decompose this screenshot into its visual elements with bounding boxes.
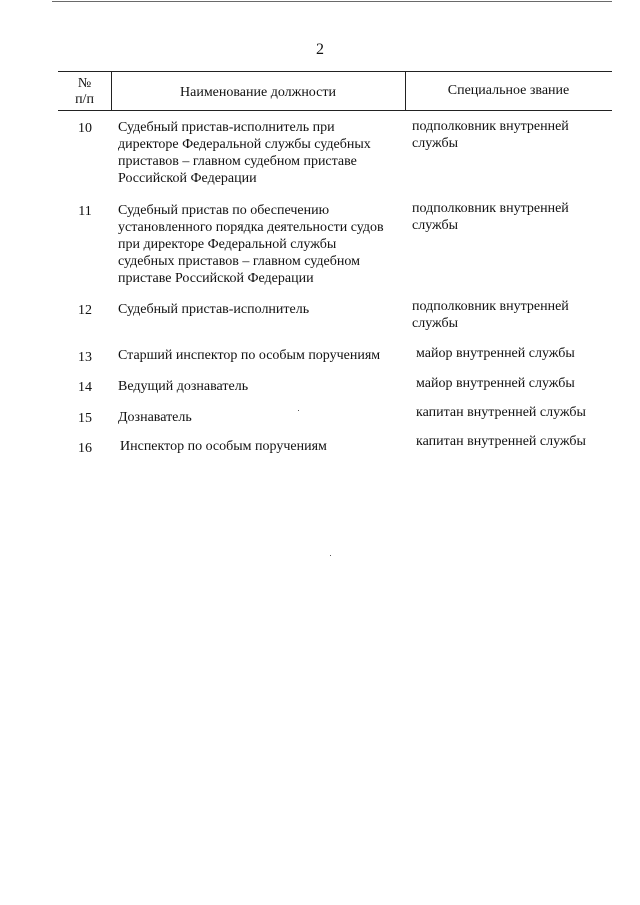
special-rank	[412, 200, 612, 234]
position-name	[118, 202, 412, 287]
row-number: 15	[78, 411, 92, 426]
rank-line: майор внутренней службы	[416, 346, 575, 361]
rank-line: майор внутренней службы	[416, 376, 575, 391]
page-number: 2	[316, 41, 324, 58]
position-line: Дознаватель	[118, 410, 192, 425]
header-top-border	[58, 71, 612, 72]
position-line: установленного порядка деятельности судов	[118, 220, 384, 235]
position-name	[120, 438, 414, 455]
special-rank	[412, 118, 612, 152]
special-rank	[416, 375, 616, 392]
row-number: 13	[78, 350, 92, 365]
rank-line: подполковник внутренней	[412, 201, 569, 216]
position-line: Судебный пристав по обеспечению	[118, 203, 330, 218]
special-rank	[412, 298, 612, 332]
rank-line: капитан внутренней службы	[416, 405, 586, 420]
position-line: Инспектор по особым поручениям	[120, 439, 327, 454]
position-name	[118, 347, 412, 364]
position-line: приставе Российской Федерации	[118, 271, 314, 286]
rank-line: подполковник внутренней	[412, 299, 569, 314]
position-name	[118, 119, 412, 187]
header-number-symbol: №	[77, 76, 92, 91]
special-rank	[416, 345, 616, 362]
header-number-abbrev: п/п	[75, 92, 94, 107]
position-line: Ведущий дознаватель	[118, 379, 249, 394]
position-line: Российской Федерации	[118, 171, 257, 186]
rank-line: службы	[412, 218, 459, 233]
scan-speck	[330, 555, 331, 556]
header-position-title: Наименование должности	[180, 85, 336, 100]
position-line: Судебный пристав-исполнитель при	[118, 120, 335, 135]
rank-line: службы	[412, 316, 459, 331]
position-line: приставов – главном судебном приставе	[118, 154, 357, 169]
rank-line: службы	[412, 136, 459, 151]
header-rank-title: Специальное звание	[447, 83, 570, 98]
row-number: 10	[78, 121, 92, 136]
position-line: судебных приставов – главном судебном	[118, 254, 360, 269]
row-number: 11	[78, 204, 92, 219]
top-border-line	[52, 1, 612, 2]
rank-line: подполковник внутренней	[412, 119, 569, 134]
rank-line: капитан внутренней службы	[416, 434, 586, 449]
position-name	[118, 378, 412, 395]
position-line: Старший инспектор по особым поручениям	[118, 348, 381, 363]
header-bottom-border	[58, 110, 612, 111]
position-name	[118, 409, 412, 426]
header-number-label	[58, 76, 111, 108]
row-number: 12	[78, 303, 92, 318]
row-number: 14	[78, 380, 92, 395]
position-line: директоре Федеральной службы судебных	[118, 137, 371, 152]
special-rank	[416, 433, 616, 450]
position-name	[118, 301, 412, 318]
row-number: 16	[78, 441, 92, 456]
position-line: при директоре Федеральной службы	[118, 237, 337, 252]
position-line: Судебный пристав-исполнитель	[118, 302, 310, 317]
scan-speck	[298, 410, 299, 411]
special-rank	[416, 404, 616, 421]
